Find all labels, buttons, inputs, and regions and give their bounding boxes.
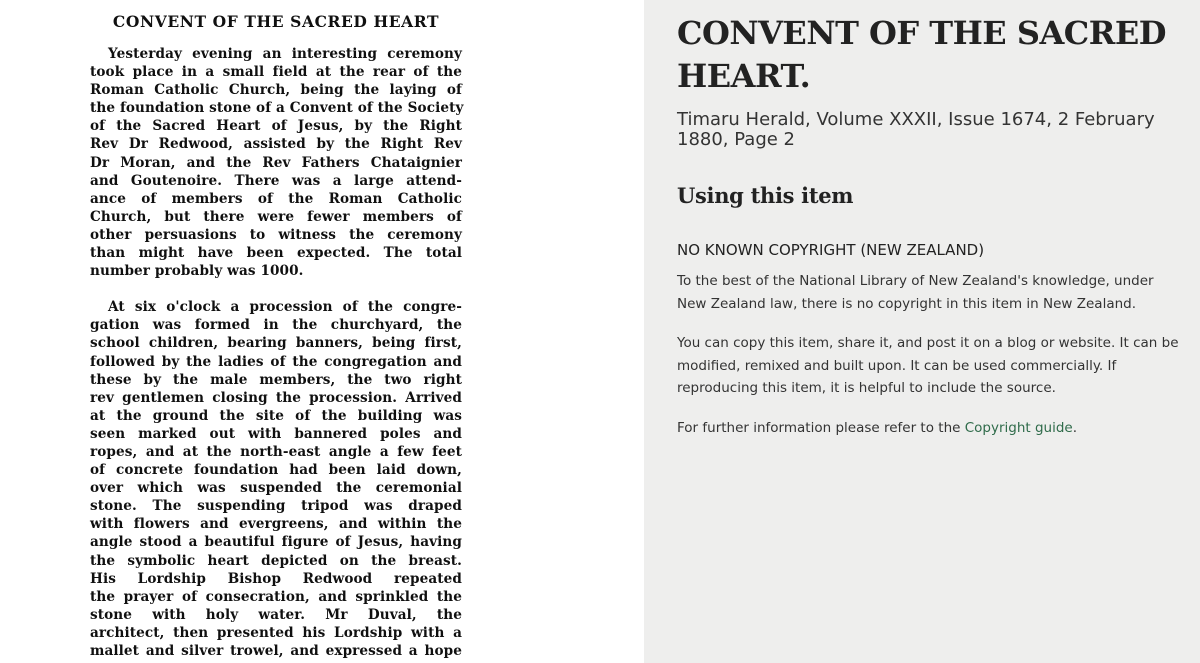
article-line: of the Sacred Heart of Jesus, by the Right [90,118,462,135]
article-line: angle stood a beautiful figure of Jesus, having [90,534,462,551]
copyright-guide-link[interactable]: Copyright guide [964,419,1073,436]
article-line: architect, then presented his Lordship with a [90,624,462,641]
article-line: mallet and silver trowel, and expressed a hope [90,643,462,659]
article-line: other persuasions to witness the ceremony [90,226,462,243]
article-line: school children, bearing banners, being first, [90,335,462,352]
article-line: seen marked out with bannered poles and [90,425,462,442]
further-information-suffix: . [1072,419,1078,436]
item-title: CONVENT OF THE SACRED HEART. [677,14,1166,95]
rights-statement-heading: NO KNOWN COPYRIGHT (NEW ZEALAND) [677,241,985,259]
usage-permissions-text: You can copy this item, share it, and post it on a blog or website. It can be modified, remixed and built upon. It can be used commercially. If reproducing this item, it is helpful to include the source. [677,335,1179,396]
further-information-text [677,417,1180,440]
article-line: At six o'clock a procession of the congre- [108,299,462,316]
article-line: number probably was 1000. [90,263,304,280]
article-line: Yesterday evening an interesting ceremony [108,46,462,62]
article-line: with flowers and evergreens, and within the [90,516,462,533]
article-paragraph-2 [90,298,462,660]
article-line: Roman Catholic Church, being the laying of [90,82,462,99]
article-line: at the ground the site of the building was [90,407,462,424]
article-line: the symbolic heart depicted on the breast. [90,552,462,569]
item-details-panel [644,0,1200,663]
article-line: over which was suspended the ceremonial [90,480,462,497]
article-line: than might have been expected. The total [90,245,462,262]
article-line: these by the male members, the two right [90,371,462,388]
article-line: His Lordship Bishop Redwood repeated [90,570,462,587]
article-line: gation was formed in the churchyard, the [90,317,462,334]
newspaper-article [90,12,462,663]
article-line: stone with holy water. Mr Duval, the [90,606,462,623]
article-line: and Goutenoire. There was a large attend- [90,172,462,189]
article-line: took place in a small field at the rear of the [90,64,462,81]
article-heading: CONVENT OF THE SACRED HEART [112,12,440,31]
article-line: Rev Dr Redwood, assisted by the Right Rev [90,136,462,153]
article-line: stone. The suspending tripod was draped [90,498,462,515]
article-paragraph-1 [90,45,462,280]
item-source-citation: Timaru Herald, Volume XXXII, Issue 1674, 2 February 1880, Page 2 [677,109,1155,150]
article-line: the prayer of consecration, and sprinkled the [90,588,462,605]
rights-statement-text: To the best of the National Library of New Zealand's knowledge, under New Zealand law, there is no copyright in this item in New Zealand. [677,273,1154,312]
article-line: of concrete foundation had been laid down, [90,462,462,479]
further-information-prefix: For further information please refer to the [677,419,965,436]
article-line: ance of members of the Roman Catholic [90,190,462,207]
article-line: followed by the ladies of the congregation and [90,353,462,370]
using-this-item-heading: Using this item [677,183,854,208]
article-line: ropes, and at the north-east angle a few feet [90,443,462,460]
article-line: the foundation stone of a Convent of the Society [90,100,464,117]
article-line: Church, but there were fewer members of [90,208,462,225]
article-line: Dr Moran, and the Rev Fathers Chataignier [90,154,462,171]
article-line: rev gentlemen closing the procession. Arrived [90,389,462,406]
